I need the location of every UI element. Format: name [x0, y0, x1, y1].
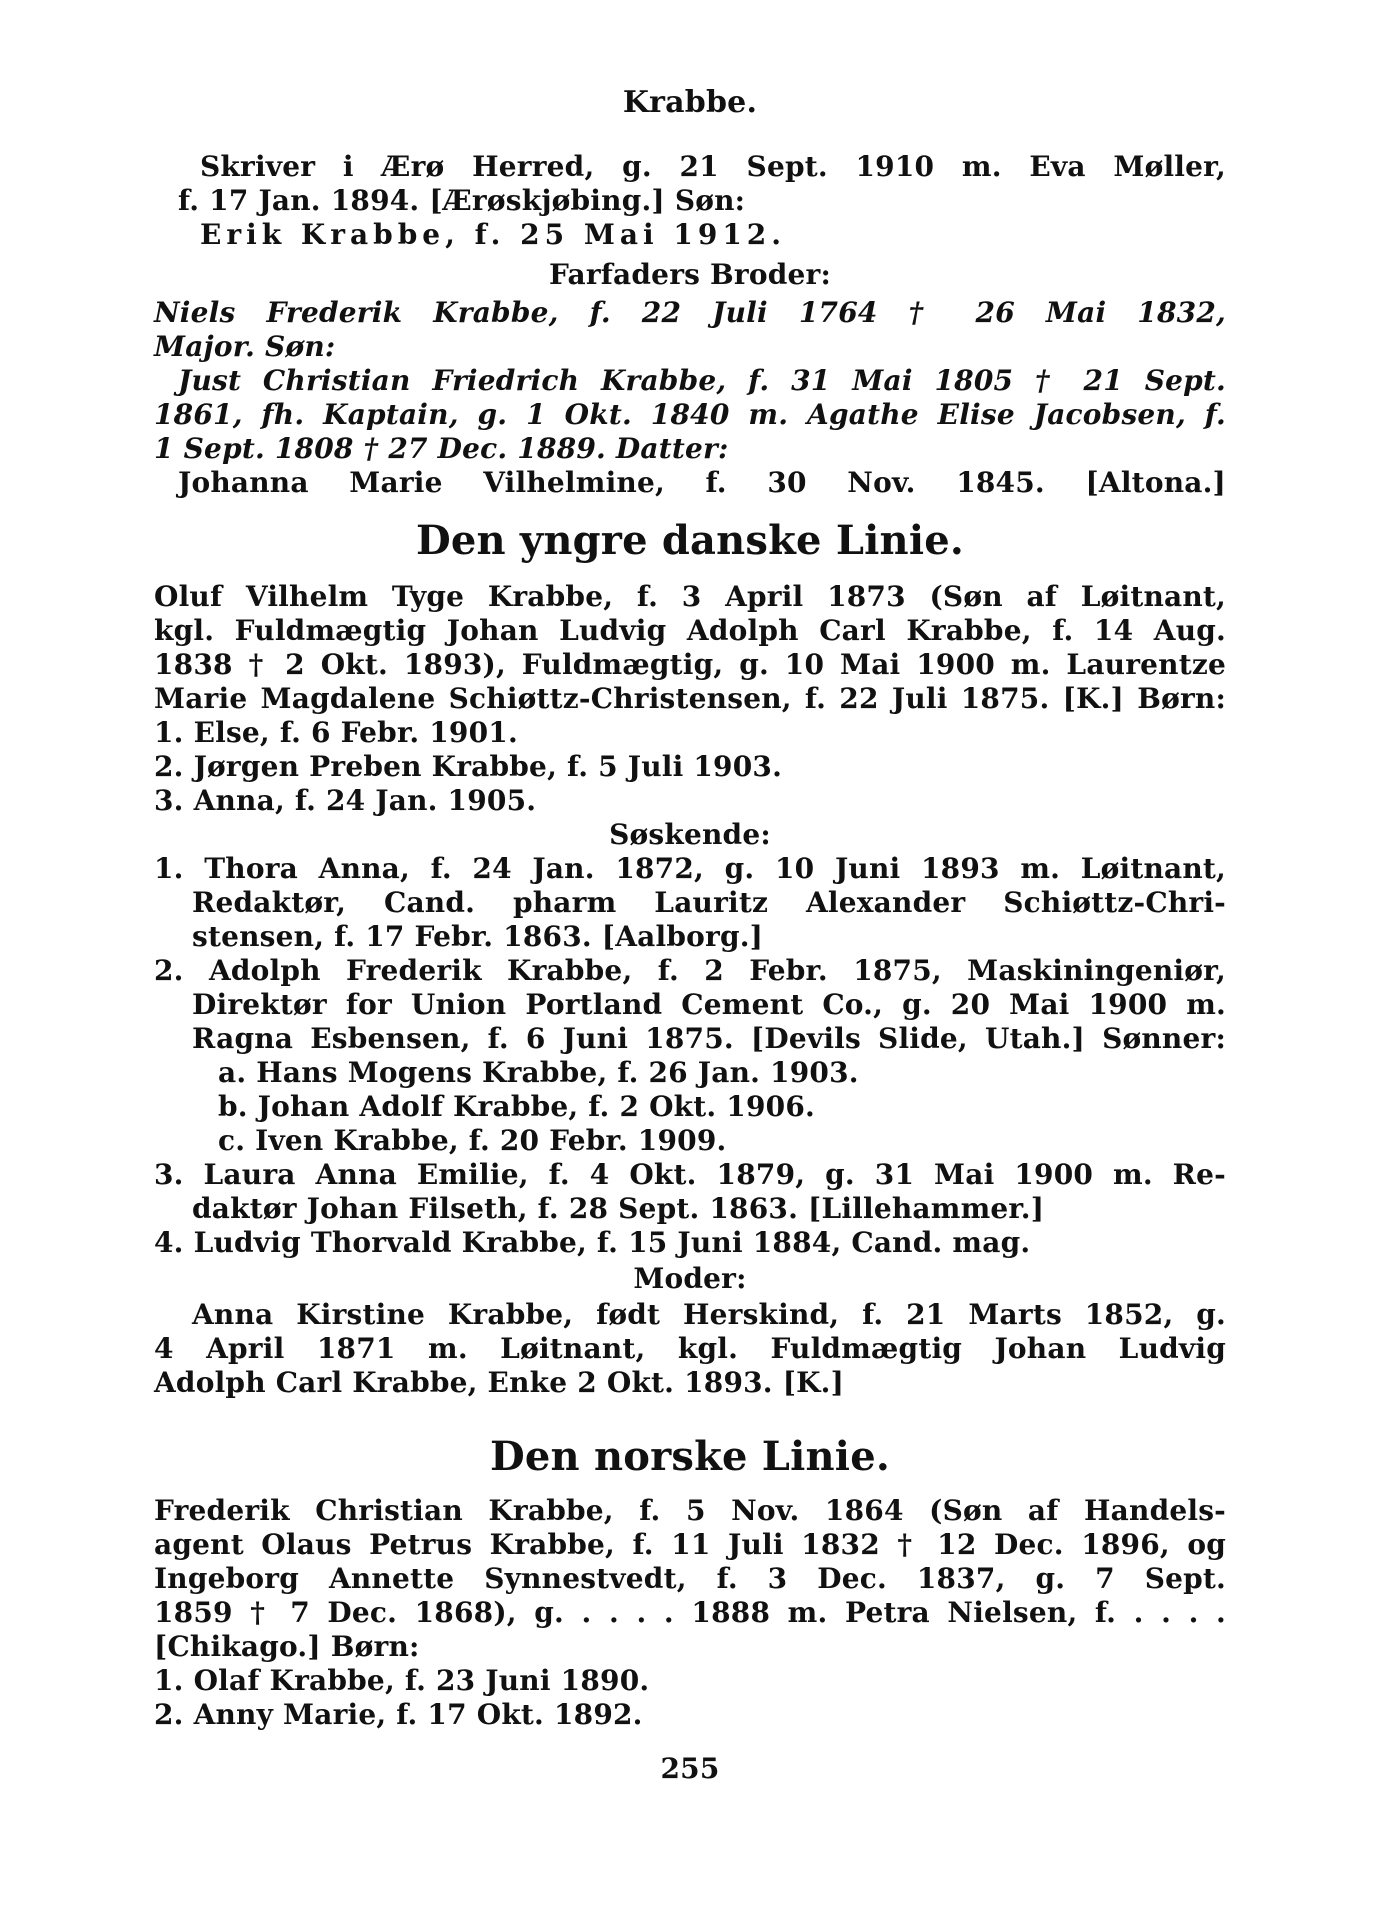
text-line: 1 Sept. 1808 † 27 Dec. 1889. Datter: [154, 432, 729, 465]
text-line: Major. Søn: [154, 330, 336, 363]
text-line: Frederik Christian Krabbe, f. 5 Nov. 1864 (Søn af Handels- [154, 1494, 1226, 1527]
text-line: Marie Magdalene Schiøttz-Christensen, f. 22 Juli 1875. [K.] Børn: [154, 682, 1226, 715]
text-line: Ragna Esbensen, f. 6 Juni 1875. [Devils Slide, Utah.] Sønner: [192, 1022, 1226, 1055]
list-item: b. Johan Adolf Krabbe, f. 2 Okt. 1906. [218, 1090, 815, 1123]
list-item: 2. Adolph Frederik Krabbe, f. 2 Febr. 1875, Maskiningeniør, [154, 954, 1226, 987]
text-line: [Chikago.] Børn: [154, 1630, 420, 1663]
list-item: 3. Laura Anna Emilie, f. 4 Okt. 1879, g. 31 Mai 1900 m. Re- [154, 1158, 1226, 1191]
list-item: 3. Anna, f. 24 Jan. 1905. [154, 784, 537, 817]
text-line: daktør Johan Filseth, f. 28 Sept. 1863. [Lillehammer.] [192, 1192, 1045, 1225]
text-line: Anna Kirstine Krabbe, født Herskind, f. 21 Marts 1852, g. [192, 1298, 1226, 1331]
text-line: Oluf Vilhelm Tyge Krabbe, f. 3 April 1873 (Søn af Løitnant, [154, 580, 1226, 613]
text-line: agent Olaus Petrus Krabbe, f. 11 Juli 1832 † 12 Dec. 1896, og [154, 1528, 1226, 1561]
list-item: 2. Anny Marie, f. 17 Okt. 1892. [154, 1698, 643, 1731]
list-item: 1. Else, f. 6 Febr. 1901. [154, 716, 518, 749]
list-item: c. Iven Krabbe, f. 20 Febr. 1909. [218, 1124, 727, 1157]
text-line: 4 April 1871 m. Løitnant, kgl. Fuldmægtig Johan Ludvig [154, 1332, 1226, 1365]
subheading: Moder: [633, 1262, 747, 1295]
subheading: Farfaders Broder: [548, 258, 832, 291]
page-number: 255 [660, 1752, 720, 1785]
text-line: 1838 † 2 Okt. 1893), Fuldmægtig, g. 10 Mai 1900 m. Laurentze [154, 648, 1226, 681]
list-item: a. Hans Mogens Krabbe, f. 26 Jan. 1903. [218, 1056, 859, 1089]
text-line: Adolph Carl Krabbe, Enke 2 Okt. 1893. [K.] [154, 1366, 845, 1399]
running-title: Krabbe. [622, 85, 758, 120]
text-line: Just Christian Friedrich Krabbe, f. 31 Mai 1805 † 21 Sept. [178, 364, 1226, 397]
list-item: 1. Thora Anna, f. 24 Jan. 1872, g. 10 Juni 1893 m. Løitnant, [154, 852, 1226, 885]
text-line: Erik Krabbe, f. 25 Mai 1912. [200, 218, 787, 251]
list-item: 4. Ludvig Thorvald Krabbe, f. 15 Juni 1884, Cand. mag. [154, 1226, 1031, 1259]
text-line: 1861, fh. Kaptain, g. 1 Okt. 1840 m. Agathe Elise Jacobsen, f. [154, 398, 1226, 431]
list-item: 1. Olaf Krabbe, f. 23 Juni 1890. [154, 1664, 650, 1697]
text-line: Johanna Marie Vilhelmine, f. 30 Nov. 1845. [Altona.] [178, 466, 1226, 499]
section-heading: Den norske Linie. [490, 1433, 890, 1480]
text-line: Redaktør, Cand. pharm Lauritz Alexander Schiøttz-Chri- [192, 886, 1226, 919]
subheading: Søskende: [609, 818, 771, 851]
text-line: 1859 † 7 Dec. 1868), g. . . . . 1888 m. Petra Nielsen, f. . . . . [154, 1596, 1226, 1629]
text-line: Ingeborg Annette Synnestvedt, f. 3 Dec. 1837, g. 7 Sept. [154, 1562, 1226, 1595]
text-line: stensen, f. 17 Febr. 1863. [Aalborg.] [192, 920, 764, 953]
text-line: Skriver i Ærø Herred, g. 21 Sept. 1910 m. Eva Møller, [200, 150, 1226, 183]
section-heading: Den yngre danske Linie. [415, 517, 965, 564]
text-line: f. 17 Jan. 1894. [Ærøskjøbing.] Søn: [178, 184, 746, 217]
list-item: 2. Jørgen Preben Krabbe, f. 5 Juli 1903. [154, 750, 783, 783]
text-line: kgl. Fuldmægtig Johan Ludvig Adolph Carl Krabbe, f. 14 Aug. [154, 614, 1226, 647]
text-line: Direktør for Union Portland Cement Co., g. 20 Mai 1900 m. [192, 988, 1226, 1021]
text-line: Niels Frederik Krabbe, f. 22 Juli 1764 † 26 Mai 1832, [154, 296, 1226, 329]
